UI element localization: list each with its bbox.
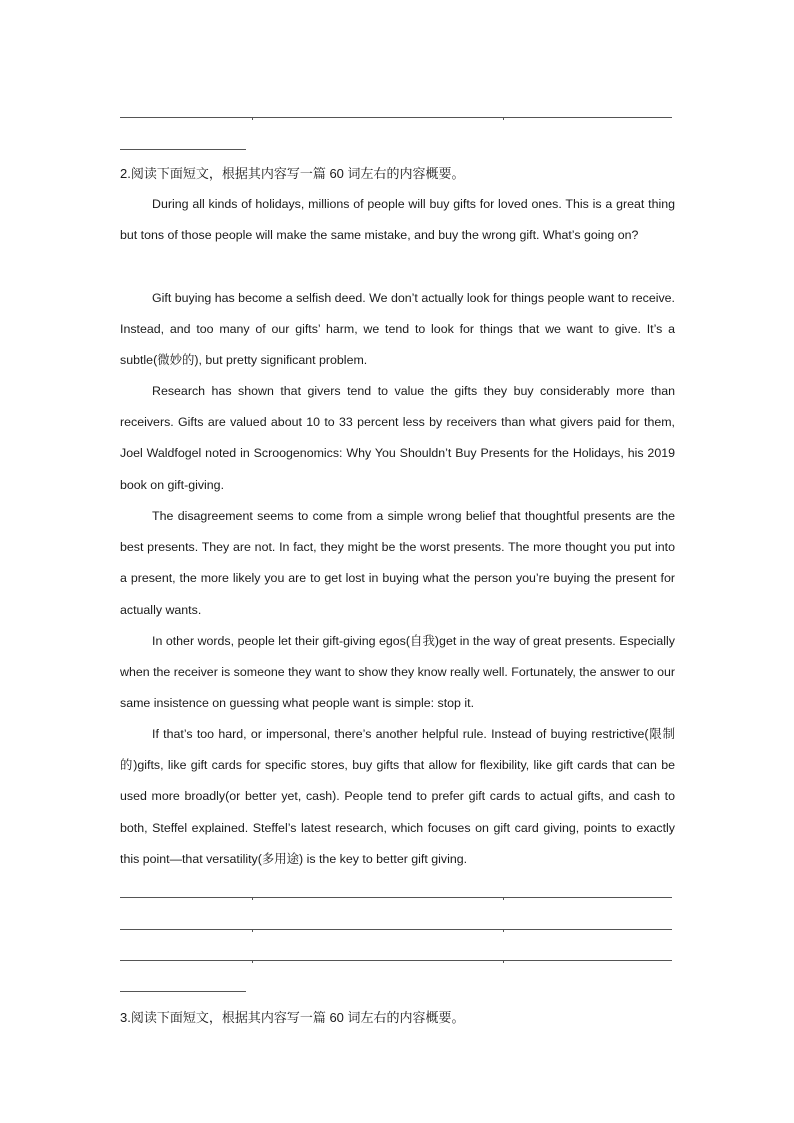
passage-paragraph-1: During all kinds of holidays, millions of people will buy gifts for loved ones. This is a great thing but tons of those people will make the same mistake, and buy the wrong gift. What’s going on? [120,197,675,243]
worksheet-page [120,0,675,1123]
passage-paragraph-4: The disagreement seems to come from a simple wrong belief that thoughtful presents are the best presents. They are not. In fact, they might be the worst presents. The more thought you put into a present, the more likely you are to get lost in buying what the person you’re buying the present for actually wants. [120,509,675,617]
question-2-instruction: 2.阅读下面短文，根据其内容写一篇 60 词左右的内容概要。 [120,166,465,181]
passage-paragraph-2: Gift buying has become a selfish deed. We don’t actually look for things people want to receive. Instead, and too many of our gifts’ harm, we tend to look for things that we want to give. It’s a subtle(微妙的), but pretty significant problem. [120,291,675,368]
passage-paragraph-6: If that’s too hard, or impersonal, there’s another helpful rule. Instead of buying restrictive(限制的)gifts, like gift cards for specific stores, buy gifts that allow for flexibility, like gift cards that can be used more broadly(or better yet, cash). People tend to prefer gift cards to actual gifts, and cash to both, Steffel explained. Steffel’s latest research, which focuses on gift card giving, points to exactly this point—that versatility(多用途) is the key to better gift giving. [120,727,675,866]
answer-line[interactable] [120,929,672,930]
answer-line[interactable] [120,897,672,898]
question-3-instruction: 3.阅读下面短文，根据其内容写一篇 60 词左右的内容概要。 [120,1010,465,1025]
passage-paragraph-5: In other words, people let their gift-giving egos(自我)get in the way of great presents. Especially when the receiver is someone they want to show they know really well. Fortunately, the answer to our same insistence on guessing what people want is simple: stop it. [120,634,675,711]
answer-line[interactable] [120,960,672,961]
answer-line-end[interactable] [120,991,246,992]
passage-paragraph-3: Research has shown that givers tend to value the gifts they buy considerably more than receivers. Gifts are valued about 10 to 33 percent less by receivers than what givers paid for them, Joel Waldfogel noted in Scroogenomics: Why You Shouldn’t Buy Presents for the Holidays, his 2019 book on gift-giving. [120,384,675,492]
answer-line[interactable] [120,117,672,118]
answer-line-end[interactable] [120,149,246,150]
